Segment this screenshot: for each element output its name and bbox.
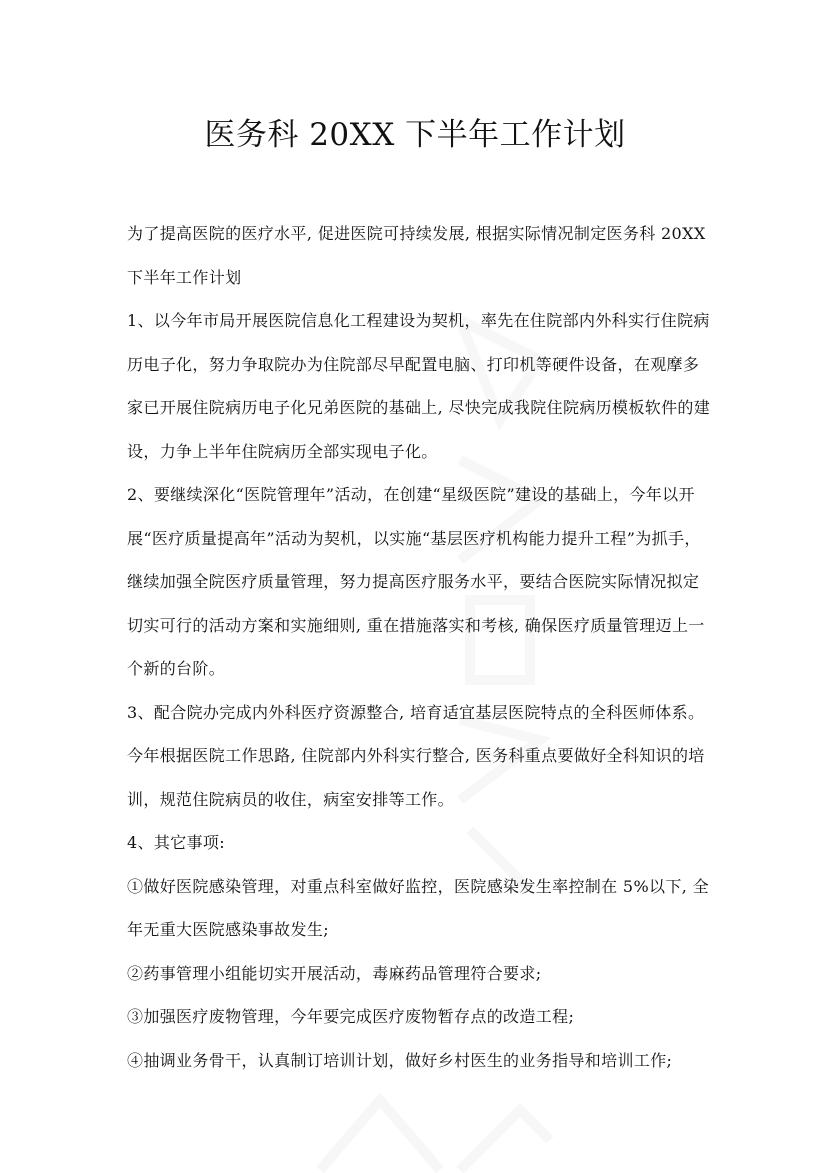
subitem-3-paragraph: ③加强医疗废物管理，今年要完成医疗废物暂存点的改造工程; [127,1007,575,1026]
intro-paragraph: 为了提高医院的医疗水平, 促进医院可持续发展, 根据实际情况制定医务科 20XX 下半年工作计划 [127,224,706,287]
subitem-1-paragraph: ①做好医院感染管理，对重点科室做好监控，医院感染发生率控制在 5%以下, 全年无重大医院感染事故发生; [127,876,709,939]
subitem-4-paragraph: ④抽调业务骨干，认真制订培训计划，做好乡村医生的业务指导和培训工作; [127,1050,673,1070]
document-title: 医务科 20XX 下半年工作计划 [204,117,626,153]
item-1-paragraph: 1、以今年市局开展医院信息化工程建设为契机，率先在住院部内外科实行住院病历电子化，努力争取院办为住院部尽早配置电脑、打印机等硬件设备，在观摩多家已开展住院病历电子化兄弟医院的基础上, 尽快完成我院住院病历模板软件的建设，力争上半年住院病历全部实现电子化。 [127,311,711,461]
item-4-heading: 4、其它事项: [127,833,226,852]
subitem-2-paragraph: ②药事管理小组能切实开展活动，毒麻药品管理符合要求; [127,963,542,983]
watermark-logo-bottom [300,1080,560,1173]
item-3-paragraph: 3、配合院办完成内外科医疗资源整合, 培育适宜基层医院特点的全科医师体系。今年根据医院工作思路, 住院部内外科实行整合, 医务科重点要做好全科知识的培训，规范住院病员的收住，病室安排等工作。 [127,702,705,809]
document-body [127,212,713,1082]
item-2-paragraph: 2、要继续深化“医院管理年”活动，在创建“星级医院”建设的基础上，今年以开展“医疗质量提高年”活动为契机，以实施“基层医疗机构能力提升工程”为抓手，继续加强全院医疗质量管理，努力提高医疗服务水平，要结合医院实际情况拟定切实可行的活动方案和实施细则, 重在措施落实和考核, 确保医疗质量管理迈上一个新的台阶。 [127,485,705,678]
